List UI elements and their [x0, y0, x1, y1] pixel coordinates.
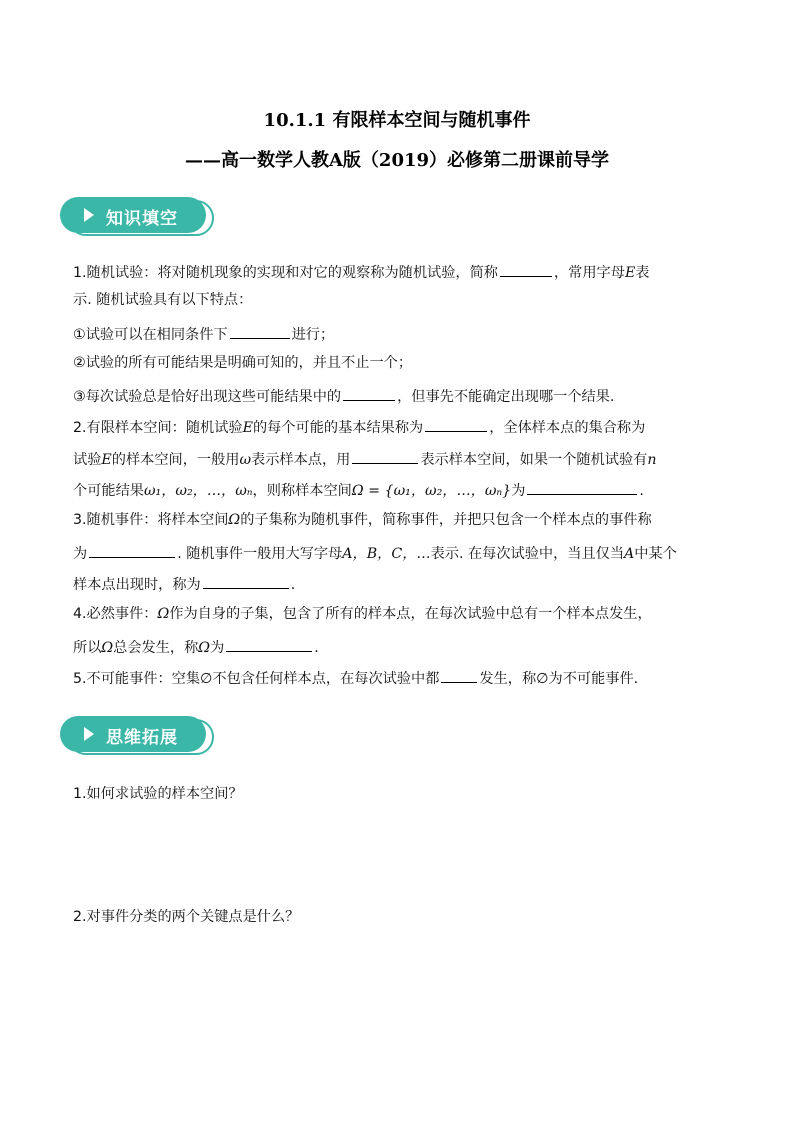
answer-blank[interactable] [425, 415, 487, 432]
text: . [314, 640, 319, 656]
section-badge-expand [60, 714, 216, 760]
text: 1.如何求试验的样本空间？ [73, 786, 243, 802]
text: 的子集称为随机事件，简称事件，并把只包含一个样本点的事件称 [240, 512, 652, 528]
answer-blank[interactable] [89, 541, 175, 558]
fill-item-2-line-2 [73, 447, 657, 470]
math: Ω [101, 640, 114, 656]
math: E [624, 265, 636, 281]
text: 表示样本点，用 [251, 452, 351, 468]
math: E [101, 452, 112, 468]
text: ，常用字母 [553, 265, 625, 281]
text: 表示样本空间，如果一个随机试验有 [420, 452, 648, 468]
fill-item-5-line-1 [73, 666, 638, 689]
answer-blank[interactable] [203, 572, 289, 589]
text: 5.不可能事件：空集∅不包含任何样本点，在每次试验中都 [73, 671, 440, 687]
text: 3.随机事件：将样本空间 [73, 512, 229, 528]
text: 个可能结果 [73, 483, 144, 499]
fill-item-1-line-1 [73, 260, 650, 283]
math: ω₁，ω₂，…，ωₙ [143, 483, 253, 499]
text: 4.必然事件： [73, 606, 158, 622]
fill-item-3-line-2 [73, 541, 677, 564]
math: Ω [198, 640, 211, 656]
answer-blank[interactable] [441, 666, 477, 683]
section-title-fill: 知识填空 [106, 209, 178, 229]
fill-item-4-line-2 [73, 635, 319, 658]
text: 中某个 [634, 546, 677, 562]
math: Ω [228, 512, 241, 528]
text: 样本点出现时，称为 [73, 577, 201, 593]
section-badge-fill [60, 195, 216, 241]
answer-blank[interactable] [527, 478, 637, 495]
text: 示. 随机试验具有以下特点： [73, 292, 253, 308]
answer-blank[interactable] [500, 260, 552, 277]
answer-blank[interactable] [343, 384, 395, 401]
math: A [624, 546, 635, 562]
text: 表示. 在每次试验中，当且仅当 [430, 546, 625, 562]
fill-item-1-line-4 [73, 353, 412, 373]
question-1 [73, 784, 243, 804]
math: A，B，C，… [342, 546, 431, 562]
document-subtitle: ——高一数学人教A版（2019）必修第二册课前导学 [184, 150, 610, 171]
text: 进行； [291, 327, 335, 343]
text: 所以 [73, 640, 102, 656]
text: 作为自身的子集，包含了所有的样本点，在每次试验中总有一个样本点发生， [169, 606, 652, 622]
answer-blank[interactable] [352, 447, 418, 464]
text: ，全体样本点的集合称为 [489, 420, 646, 436]
math: E [242, 420, 253, 436]
text: 为 [210, 640, 225, 656]
text: ③每次试验总是恰好出现这些可能结果中的 [73, 389, 342, 405]
text: 为 [511, 483, 526, 499]
text: 1.随机试验：将对随机现象的实现和对它的观察称为随机试验，简称 [73, 265, 498, 281]
answer-blank[interactable] [230, 322, 290, 339]
text: ②试验的所有可能结果是明确可知的，并且不止一个； [73, 355, 413, 371]
fill-item-1-line-3 [73, 322, 334, 345]
document-title: 10.1.1 有限样本空间与随机事件 [263, 110, 531, 131]
play-icon [84, 727, 94, 741]
text: 2.有限样本空间：随机试验 [73, 420, 243, 436]
question-2 [73, 907, 299, 927]
text: 总会发生，称 [113, 640, 199, 656]
text: 发生，称∅为不可能事件. [479, 671, 639, 687]
fill-item-3-line-3 [73, 572, 295, 595]
fill-item-4-line-1 [73, 604, 652, 624]
text: 的样本空间，一般用 [111, 452, 240, 468]
play-icon [84, 208, 94, 222]
text: . 随机事件一般用大写字母 [177, 546, 343, 562]
text: 为 [73, 546, 88, 562]
answer-blank[interactable] [226, 635, 312, 652]
math: ω [239, 452, 252, 468]
text: ①试验可以在相同条件下 [73, 327, 228, 343]
text: ，但事先不能确定出现哪一个结果. [397, 389, 615, 405]
math: Ω [157, 606, 170, 622]
fill-item-1-line-5 [73, 384, 614, 407]
fill-item-3-line-1 [73, 510, 652, 530]
text: 表 [635, 265, 650, 281]
text: 的每个可能的基本结果称为 [252, 420, 424, 436]
text: 试验 [73, 452, 102, 468]
fill-item-2-line-1 [73, 415, 645, 438]
math: n [647, 452, 657, 468]
fill-item-2-line-3 [73, 478, 644, 501]
text: . [639, 483, 644, 499]
section-title-expand: 思维拓展 [106, 728, 178, 748]
text: ，则称样本空间 [252, 483, 352, 499]
math: Ω = {ω₁，ω₂，…，ωₙ} [351, 483, 512, 499]
text: . [290, 577, 296, 593]
fill-item-1-line-2 [73, 290, 252, 310]
text: 2.对事件分类的两个关键点是什么？ [73, 909, 300, 925]
